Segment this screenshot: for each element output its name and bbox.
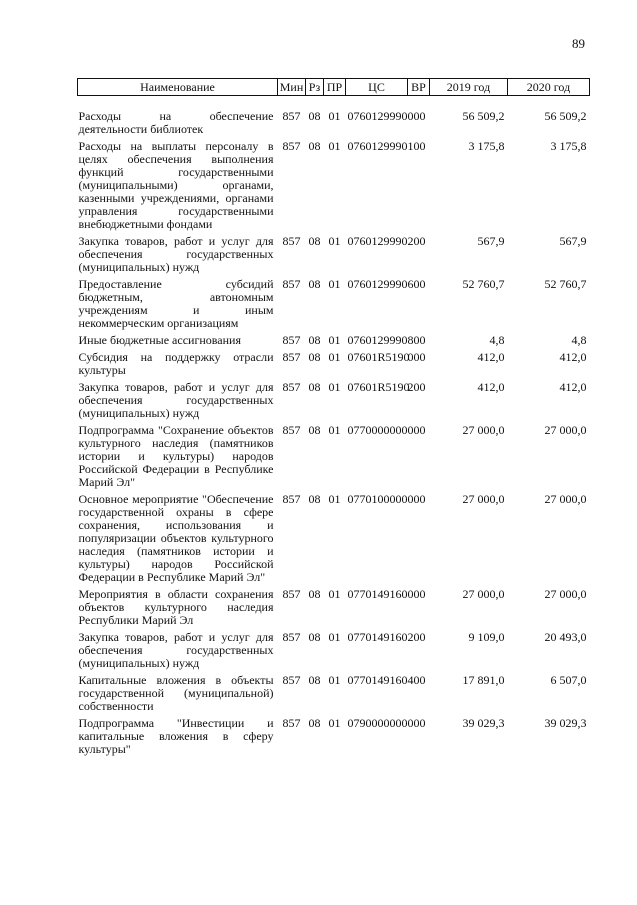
cell-2019: 27 000,0 bbox=[462, 423, 505, 437]
cell-2019: 27 000,0 bbox=[462, 492, 505, 506]
cell-min: 857 bbox=[282, 139, 301, 153]
cell-min: 857 bbox=[282, 423, 301, 437]
cell-pr: 01 bbox=[328, 350, 341, 364]
table-row bbox=[78, 234, 590, 277]
cell-pr: 01 bbox=[328, 139, 341, 153]
cell-vr: 400 bbox=[407, 673, 426, 687]
cell-vr: 000 bbox=[407, 109, 426, 123]
cell-vr: 200 bbox=[407, 380, 426, 394]
cell-cs: 0770149160 bbox=[347, 587, 408, 601]
table-row bbox=[78, 673, 590, 716]
cell-min: 857 bbox=[282, 492, 301, 506]
cell-2020: 52 760,7 bbox=[544, 277, 587, 291]
header-2020: 2020 год bbox=[508, 79, 590, 96]
cell-min: 857 bbox=[282, 234, 301, 248]
cell-cs: 0760129990 bbox=[347, 277, 408, 291]
cell-rz: 08 bbox=[308, 109, 321, 123]
cell-2020: 412,0 bbox=[559, 380, 587, 394]
cell-name: Основное мероприятие "Обеспечение государственной охраны в сфере сохранения, использования и популяризации объектов культурного наследия (памятников истории и культуры) народов Российской Федерации в Республике Марий Эл" bbox=[78, 492, 274, 584]
page-number: 89 bbox=[572, 36, 585, 51]
cell-min: 857 bbox=[282, 109, 301, 123]
cell-cs: 0770149160 bbox=[347, 630, 408, 644]
cell-cs: 0790000000 bbox=[347, 716, 408, 730]
cell-min: 857 bbox=[282, 277, 301, 291]
cell-name: Иные бюджетные ассигнования bbox=[78, 333, 241, 347]
table-row bbox=[78, 587, 590, 630]
cell-min: 857 bbox=[282, 673, 301, 687]
cell-rz: 08 bbox=[308, 716, 321, 730]
cell-pr: 01 bbox=[328, 673, 341, 687]
header-rz: Рз bbox=[306, 79, 324, 96]
cell-2019: 412,0 bbox=[477, 380, 505, 394]
cell-2020: 27 000,0 bbox=[544, 492, 587, 506]
cell-2019: 3 175,8 bbox=[468, 139, 505, 153]
cell-name: Субсидия на поддержку отрасли культуры bbox=[78, 350, 274, 377]
cell-2019: 52 760,7 bbox=[462, 277, 505, 291]
cell-rz: 08 bbox=[308, 234, 321, 248]
cell-vr: 000 bbox=[407, 350, 426, 364]
cell-min: 857 bbox=[282, 630, 301, 644]
cell-rz: 08 bbox=[308, 423, 321, 437]
cell-2020: 27 000,0 bbox=[544, 587, 587, 601]
cell-2020: 567,9 bbox=[559, 234, 587, 248]
cell-pr: 01 bbox=[328, 333, 341, 347]
table-header-row bbox=[78, 79, 590, 96]
cell-rz: 08 bbox=[308, 587, 321, 601]
table-row bbox=[78, 333, 590, 350]
header-vr: ВР bbox=[408, 79, 430, 96]
cell-vr: 800 bbox=[407, 333, 426, 347]
cell-cs: 0760129990 bbox=[347, 234, 408, 248]
cell-pr: 01 bbox=[328, 380, 341, 394]
cell-vr: 000 bbox=[407, 423, 426, 437]
cell-2019: 567,9 bbox=[477, 234, 505, 248]
cell-name: Капитальные вложения в объекты государственной (муниципальной) собственности bbox=[78, 673, 274, 713]
table-row bbox=[78, 492, 590, 587]
cell-cs: 07601R5190 bbox=[347, 350, 410, 364]
cell-2019: 56 509,2 bbox=[462, 109, 505, 123]
table-body bbox=[78, 96, 590, 760]
cell-pr: 01 bbox=[328, 109, 341, 123]
cell-2020: 4,8 bbox=[571, 333, 587, 347]
cell-2019: 4,8 bbox=[489, 333, 505, 347]
cell-name: Предоставление субсидий бюджетным, автономным учреждениям и иным некоммерческим организациям bbox=[78, 277, 274, 330]
cell-name: Расходы на обеспечение деятельности библиотек bbox=[78, 109, 274, 136]
header-name: Наименование bbox=[78, 79, 278, 96]
cell-name: Подпрограмма "Сохранение объектов культурного наследия (памятников истории и культуры) народов Российской Федерации в Республике Марий Эл" bbox=[78, 423, 274, 489]
cell-2020: 39 029,3 bbox=[544, 716, 587, 730]
cell-2020: 27 000,0 bbox=[544, 423, 587, 437]
cell-vr: 000 bbox=[407, 587, 426, 601]
cell-cs: 0760129990 bbox=[347, 333, 408, 347]
cell-rz: 08 bbox=[308, 139, 321, 153]
cell-rz: 08 bbox=[308, 673, 321, 687]
table-row bbox=[78, 350, 590, 380]
cell-2019: 9 109,0 bbox=[468, 630, 505, 644]
cell-2020: 6 507,0 bbox=[550, 673, 587, 687]
cell-2020: 412,0 bbox=[559, 350, 587, 364]
cell-cs: 0760129990 bbox=[347, 109, 408, 123]
cell-pr: 01 bbox=[328, 630, 341, 644]
cell-min: 857 bbox=[282, 380, 301, 394]
cell-pr: 01 bbox=[328, 423, 341, 437]
cell-cs: 0760129990 bbox=[347, 139, 408, 153]
table-row bbox=[78, 277, 590, 333]
table-row bbox=[78, 716, 590, 759]
cell-rz: 08 bbox=[308, 277, 321, 291]
cell-name: Расходы на выплаты персоналу в целях обеспечения выполнения функций государственными (муниципальными) органами, казенными учреждениями, органами управления государственными внебюджетными фондами bbox=[78, 139, 274, 231]
cell-name: Закупка товаров, работ и услуг для обеспечения государственных (муниципальных) нужд bbox=[78, 234, 274, 274]
table-row bbox=[78, 423, 590, 492]
cell-pr: 01 bbox=[328, 277, 341, 291]
header-min: Мин bbox=[278, 79, 306, 96]
cell-pr: 01 bbox=[328, 234, 341, 248]
table-row bbox=[78, 380, 590, 423]
cell-name: Закупка товаров, работ и услуг для обеспечения государственных (муниципальных) нужд bbox=[78, 630, 274, 670]
cell-vr: 200 bbox=[407, 234, 426, 248]
cell-cs: 07601R5190 bbox=[347, 380, 410, 394]
cell-2019: 27 000,0 bbox=[462, 587, 505, 601]
cell-vr: 000 bbox=[407, 716, 426, 730]
cell-2020: 3 175,8 bbox=[550, 139, 587, 153]
cell-rz: 08 bbox=[308, 630, 321, 644]
header-2019: 2019 год bbox=[430, 79, 508, 96]
cell-2019: 39 029,3 bbox=[462, 716, 505, 730]
cell-vr: 600 bbox=[407, 277, 426, 291]
cell-vr: 000 bbox=[407, 492, 426, 506]
cell-min: 857 bbox=[282, 333, 301, 347]
cell-vr: 200 bbox=[407, 630, 426, 644]
cell-cs: 0770149160 bbox=[347, 673, 408, 687]
cell-pr: 01 bbox=[328, 716, 341, 730]
cell-2019: 17 891,0 bbox=[462, 673, 505, 687]
cell-pr: 01 bbox=[328, 492, 341, 506]
cell-name: Подпрограмма "Инвестиции и капитальные вложения в сферу культуры" bbox=[78, 716, 274, 756]
cell-rz: 08 bbox=[308, 492, 321, 506]
cell-rz: 08 bbox=[308, 333, 321, 347]
cell-rz: 08 bbox=[308, 350, 321, 364]
cell-min: 857 bbox=[282, 587, 301, 601]
cell-cs: 0770000000 bbox=[347, 423, 408, 437]
cell-rz: 08 bbox=[308, 380, 321, 394]
cell-name: Мероприятия в области сохранения объектов культурного наследия Республики Марий Эл bbox=[78, 587, 274, 627]
header-cs: ЦС bbox=[346, 79, 408, 96]
cell-min: 857 bbox=[282, 350, 301, 364]
table-row bbox=[78, 96, 590, 140]
cell-2020: 20 493,0 bbox=[544, 630, 587, 644]
cell-name: Закупка товаров, работ и услуг для обеспечения государственных (муниципальных) нужд bbox=[78, 380, 274, 420]
cell-2020: 56 509,2 bbox=[544, 109, 587, 123]
table-row bbox=[78, 139, 590, 234]
cell-2019: 412,0 bbox=[477, 350, 505, 364]
cell-pr: 01 bbox=[328, 587, 341, 601]
budget-table bbox=[77, 78, 590, 759]
table-row bbox=[78, 630, 590, 673]
header-pr: ПР bbox=[324, 79, 346, 96]
cell-min: 857 bbox=[282, 716, 301, 730]
cell-vr: 100 bbox=[407, 139, 426, 153]
cell-cs: 0770100000 bbox=[347, 492, 408, 506]
